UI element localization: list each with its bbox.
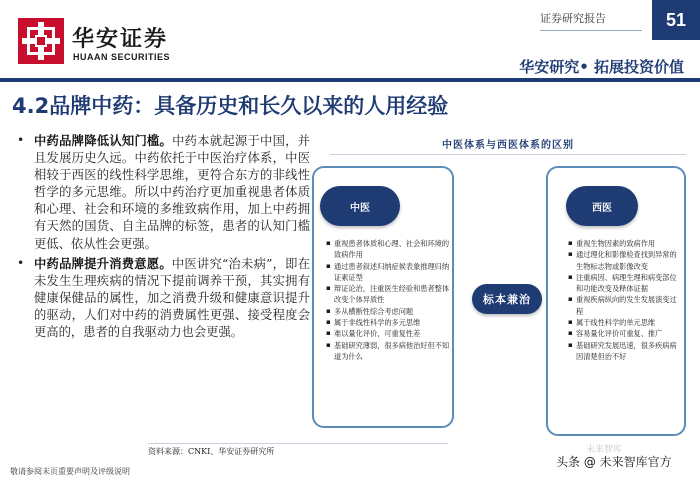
- western-medicine-point: ▪ 重视疾病纵向的发生发展演变过程: [568, 294, 682, 317]
- diagram-title: 中医体系与西医体系的区别: [442, 140, 574, 151]
- page-number-badge: 51: [652, 0, 700, 40]
- report-tag-underline: [540, 30, 642, 31]
- bullet-lead: 中药品牌降低认知门槛。: [34, 133, 173, 148]
- watermark-logo-text: 未来智库: [586, 445, 623, 455]
- page-title: 4.2品牌中药：具备历史和长久以来的人用经验: [12, 94, 449, 118]
- logo-chinese-name: 华安证券: [72, 26, 169, 52]
- tcm-point: ▪ 属于非线性科学的多元思维: [326, 317, 450, 328]
- western-medicine-point: ▪ 基础研究发展迅速，很多疾病病因清楚但治不好: [568, 340, 682, 363]
- bullet-text: 中医讲究“治未病”，即在未发生生理疾病的情况下提前调养干预，其实拥有健康保健品的属性，加之消费升级和健康意识提升的驱动，人们对中药的消费属性更强、接受程度会更高的，患者的自我驱动力也会更强。: [34, 256, 310, 340]
- tcm-points-list: [326, 238, 450, 362]
- center-label: 标本兼治: [472, 284, 542, 314]
- bullet-dot-icon: •: [17, 255, 25, 270]
- bullet-item-brand-awareness: [14, 132, 310, 253]
- western-medicine-point: ▪ 注重病因、病理生理和病变部位和功能改变及释体证据: [568, 272, 682, 295]
- western-medicine-point: ▪ 通过理化和影像检查找到异常的生物标志物或影像改变: [568, 249, 682, 272]
- bullet-lead: 中药品牌提升消费意愿。: [34, 255, 172, 271]
- tcm-point: ▪ 基础研究薄弱，很多病他治好但不知道为什么: [326, 340, 450, 363]
- diagram-title-divider: [330, 154, 686, 155]
- western-medicine-points-list: [568, 238, 682, 362]
- western-medicine-label: 西医: [566, 186, 638, 226]
- source-note: 资料来源：CNKI、华安证券研究所: [148, 447, 275, 456]
- tcm-point: ▪ 多从横断性综合考虑问题: [326, 306, 450, 317]
- bullet-list: [14, 132, 310, 343]
- source-divider: [148, 443, 448, 444]
- bullet-item-consumption: [14, 255, 310, 341]
- disclaimer-note: 敬请参阅末页重要声明及评级说明: [10, 467, 130, 476]
- tcm-label: 中医: [320, 186, 400, 226]
- bullet-dot-icon: •: [17, 133, 25, 147]
- western-medicine-point: ▪ 属于线性科学的单元思维: [568, 317, 682, 328]
- western-medicine-point: ▪ 重视生物因素的致病作用: [568, 238, 682, 249]
- western-medicine-point: ▪ 容易量化评价可重复、推广: [568, 328, 682, 339]
- header-slogan: 华安研究• 拓展投资价值: [519, 58, 684, 76]
- header-divider: [0, 78, 700, 82]
- bullet-text: 中药本就起源于中国，并且发展历史久远。中药依托于中医治疗体系，中医相较于西医的线性科学思维，更符合东方的非线性哲学的多元思维。所以中药治疗更加重视患者体质和心理、社会和环境的多维致病作用，加上中药拥有天然的国货、自主品牌的标签，患者的认知门槛更低、依从性会更强。: [34, 134, 310, 251]
- watermark-caption: 头条 @ 未来智库官方: [556, 455, 672, 469]
- tcm-point: ▪ 重视患者体质和心理、社会和环境的致病作用: [326, 238, 450, 261]
- company-logo-icon: [18, 18, 64, 64]
- logo-english-name: HUAAN SECURITIES: [73, 52, 171, 62]
- tcm-point: ▪ 难以量化评价，可重复性差: [326, 328, 450, 339]
- report-type-label: 证券研究报告: [540, 12, 606, 25]
- tcm-point: ▪ 辩证论治，注重医生经验和患者整体改变个体异质性: [326, 283, 450, 306]
- tcm-point: ▪ 通过患者叙述归纳症候表象推理归纳证素证型: [326, 261, 450, 284]
